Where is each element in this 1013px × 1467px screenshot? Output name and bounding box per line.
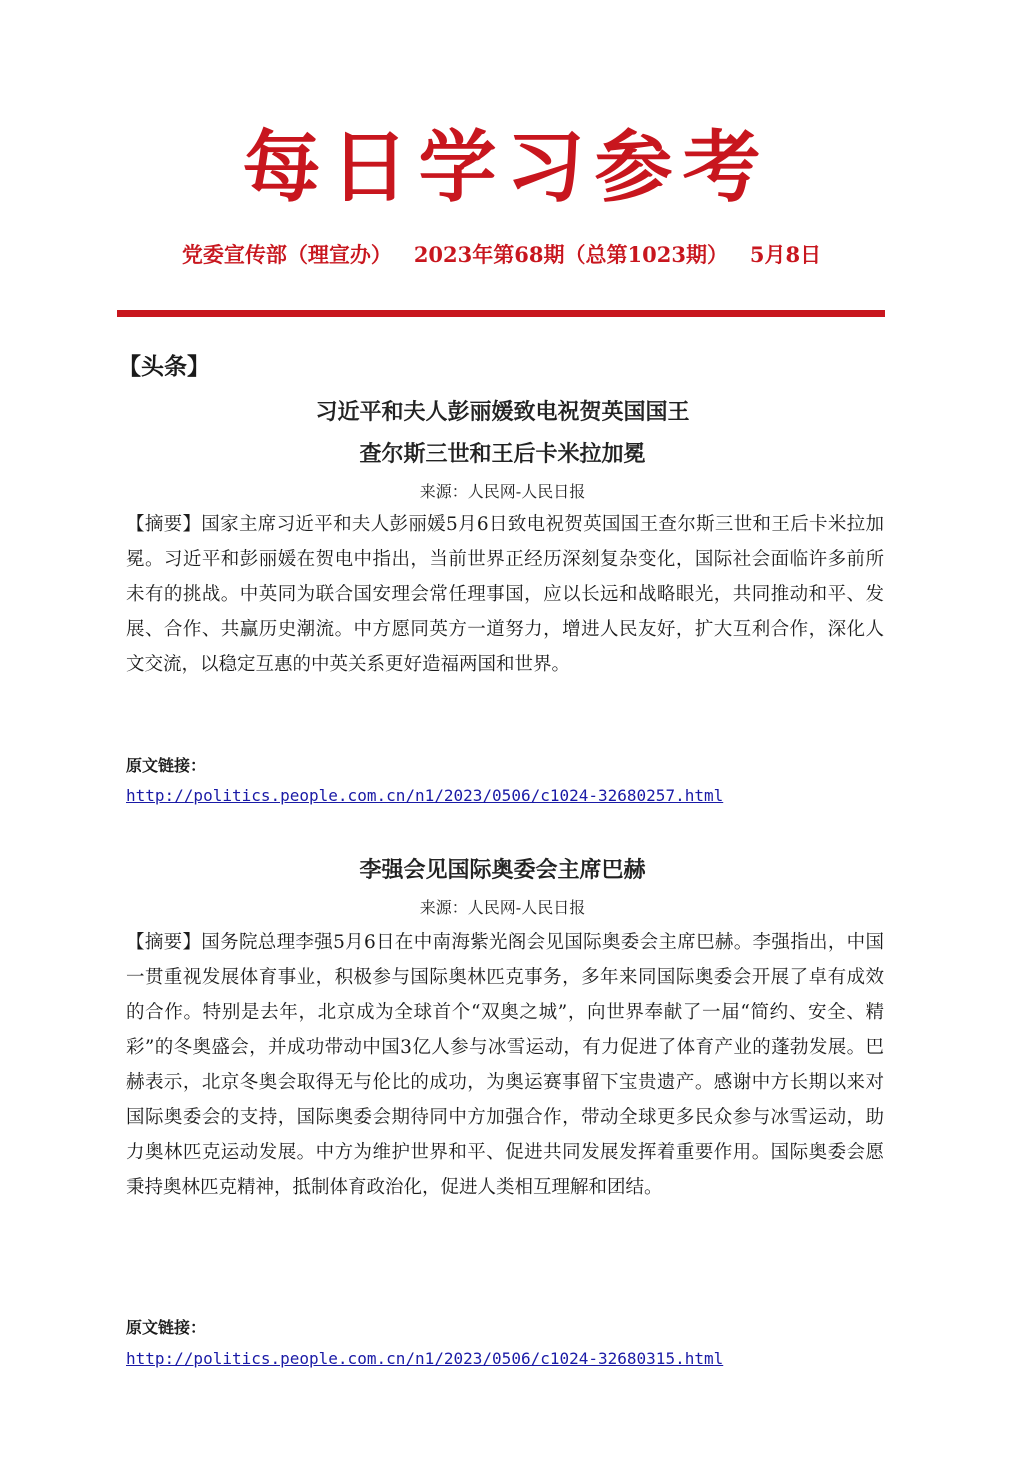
article-2-link-label: 原文链接： [126,1318,207,1337]
article-2-title: 李强会见国际奥委会主席巴赫 [359,858,646,883]
article-2-source: 来源：人民网-人民日报 [419,898,586,917]
article-1-link-label: 原文链接： [126,756,207,775]
masthead-title: 每日学习参考 [242,122,771,213]
article-1-source: 来源：人民网-人民日报 [419,482,586,501]
article-2-summary: 【摘要】国务院总理李强5月6日在中南海紫光阁会见国际奥委会主席巴赫。李强指出，中国一贯重视发展体育事业，积极参与国际奥林匹克事务，多年来同国际奥委会开展了卓有成效的合作。特别是去年，北京成为全球首个“双奥之城”，向世界奉献了一届“简约、安全、精彩”的冬奥盛会，并成功带动中国3亿人参与冰雪运动，有力促进了体育产业的蓬勃发展。巴赫表示，北京冬奥会取得无与伦比的成功，为奥运赛事留下宝贵遗产。感谢中方长期以来对国际奥委会的支持，国际奥委会期待同中方加强合作，带动全球更多民众参与冰雪运动，助力奥林匹克运动发展。中方为维护世界和平、促进共同发展发挥着重要作用。国际奥委会愿秉持奥林匹克精神，抵制体育政治化，促进人类相互理解和团结。 [126,932,884,1198]
issue-info: 党委宣传部（理宣办） 2023年第68期（总第1023期） 5月8日 [181,242,822,267]
section-label-headline: 【头条】 [118,353,210,380]
masthead-divider [117,310,885,317]
article-1-title-line-2: 查尔斯三世和王后卡米拉加冕 [359,442,646,467]
article-2-link[interactable]: http://politics.people.com.cn/n1/2023/0506/c1024-32680315.html [126,1349,724,1368]
article-1-summary: 【摘要】国家主席习近平和夫人彭丽媛5月6日致电祝贺英国国王查尔斯三世和王后卡米拉加冕。习近平和彭丽媛在贺电中指出，当前世界正经历深刻复杂变化，国际社会面临许多前所未有的挑战。中英同为联合国安理会常任理事国，应以长远和战略眼光，共同推动和平、发展、合作、共赢历史潮流。中方愿同英方一道努力，增进人民友好，扩大互利合作，深化人文交流，以稳定互惠的中英关系更好造福两国和世界。 [126,514,884,675]
article-1-link[interactable]: http://politics.people.com.cn/n1/2023/0506/c1024-32680257.html [126,786,724,805]
article-1-title-line-1: 习近平和夫人彭丽媛致电祝贺英国国王 [315,400,690,425]
